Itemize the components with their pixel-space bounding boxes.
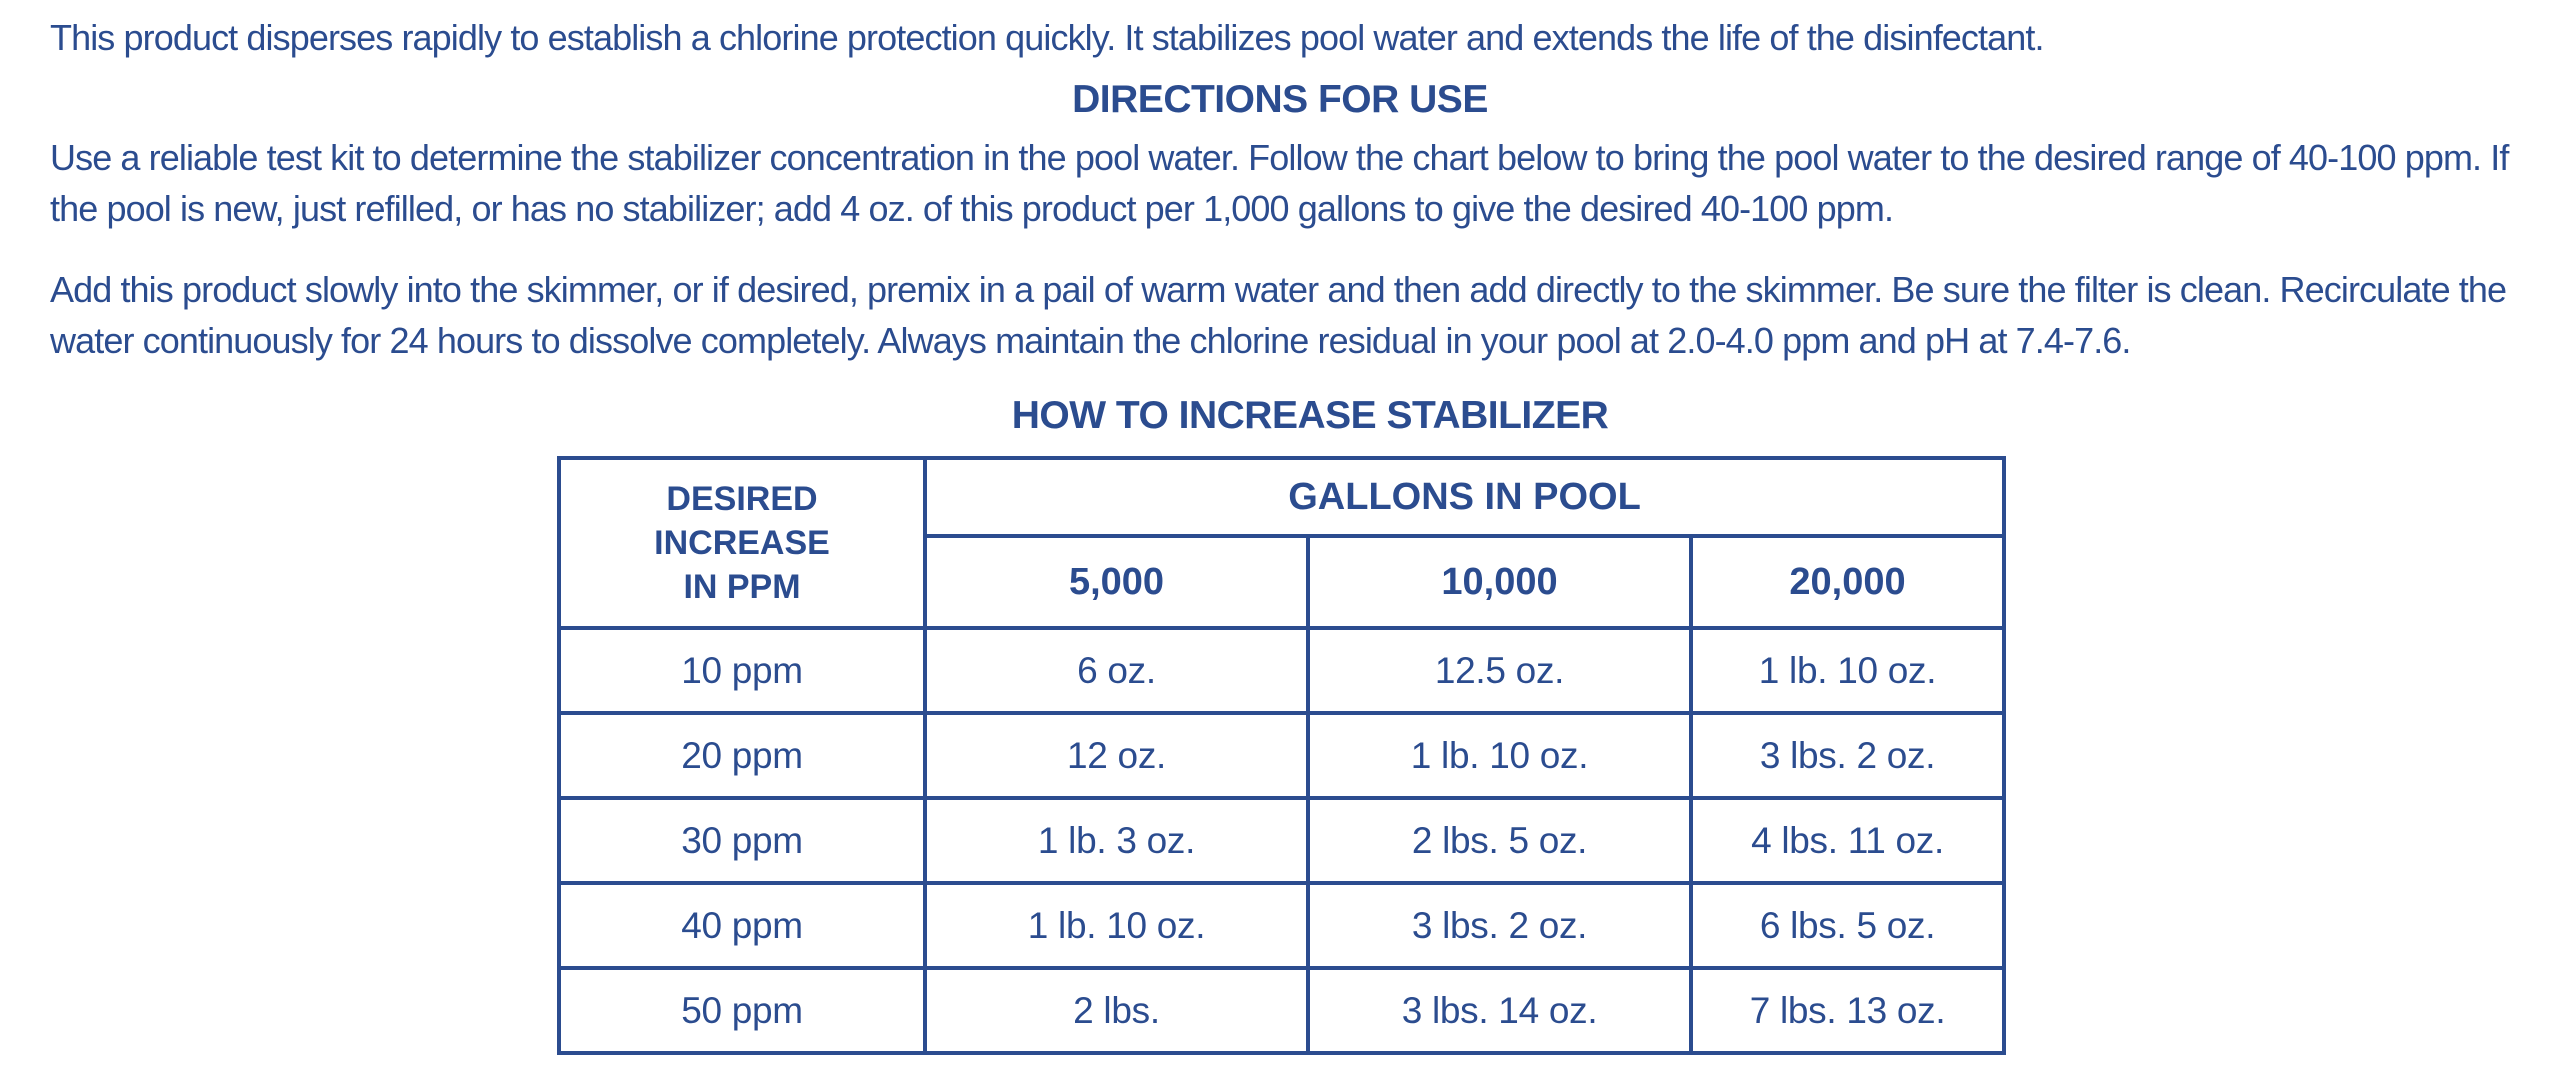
ppm-cell: 20 ppm [559, 713, 925, 798]
amount-cell: 1 lb. 10 oz. [1691, 628, 2004, 713]
amount-cell: 7 lbs. 13 oz. [1691, 968, 2004, 1053]
amount-cell: 12.5 oz. [1308, 628, 1691, 713]
header-line: DESIRED [666, 480, 818, 518]
intro-paragraph: This product disperses rapidly to establish a chlorine protection quickly. It stabilizes pool water and extends the life of the disinfectant. [50, 17, 2044, 58]
column-header: 5,000 [925, 536, 1308, 628]
amount-cell: 3 lbs. 2 oz. [1691, 713, 2004, 798]
gallons-in-pool-header: GALLONS IN POOL [925, 458, 2004, 536]
table-header-row [559, 458, 2004, 536]
table-row [559, 713, 2004, 798]
amount-cell: 1 lb. 10 oz. [1308, 713, 1691, 798]
directions-paragraph: Use a reliable test kit to determine the stabilizer concentration in the pool water. Follow the chart below to bring the pool water to the desired range of 40-100 ppm. If the pool is new, just refilled, or has no stabilizer; add 4 oz. of this product per 1,000 gallons to give the desired 40-100 ppm. [50, 137, 2509, 229]
table-row [559, 968, 2004, 1053]
stabilizer-table [557, 456, 2006, 1055]
application-paragraph: Add this product slowly into the skimmer, or if desired, premix in a pail of warm water and then add directly to the skimmer. Be sure the filter is clean. Recirculate the water continuously for 24 hours to dissolve completely. Always maintain the chlorine residual in your pool at 2.0-4.0 ppm and pH at 7.4-7.6. [50, 269, 2507, 361]
amount-cell: 3 lbs. 2 oz. [1308, 883, 1691, 968]
header-line: INCREASE [654, 524, 830, 562]
amount-cell: 4 lbs. 11 oz. [1691, 798, 2004, 883]
amount-cell: 2 lbs. 5 oz. [1308, 798, 1691, 883]
header-line: IN PPM [683, 568, 801, 606]
ppm-cell: 10 ppm [559, 628, 925, 713]
ppm-cell: 30 ppm [559, 798, 925, 883]
amount-cell: 6 oz. [925, 628, 1308, 713]
amount-cell: 12 oz. [925, 713, 1308, 798]
table-row [559, 628, 2004, 713]
table-title: HOW TO INCREASE STABILIZER [1011, 394, 1609, 437]
desired-increase-header [559, 458, 925, 628]
table-row [559, 798, 2004, 883]
amount-cell: 1 lb. 3 oz. [925, 798, 1308, 883]
amount-cell: 3 lbs. 14 oz. [1308, 968, 1691, 1053]
column-header: 10,000 [1308, 536, 1691, 628]
ppm-cell: 40 ppm [559, 883, 925, 968]
amount-cell: 1 lb. 10 oz. [925, 883, 1308, 968]
ppm-cell: 50 ppm [559, 968, 925, 1053]
column-header: 20,000 [1691, 536, 2004, 628]
amount-cell: 6 lbs. 5 oz. [1691, 883, 2004, 968]
directions-heading: DIRECTIONS FOR USE [1072, 78, 1488, 121]
table-row [559, 883, 2004, 968]
amount-cell: 2 lbs. [925, 968, 1308, 1053]
